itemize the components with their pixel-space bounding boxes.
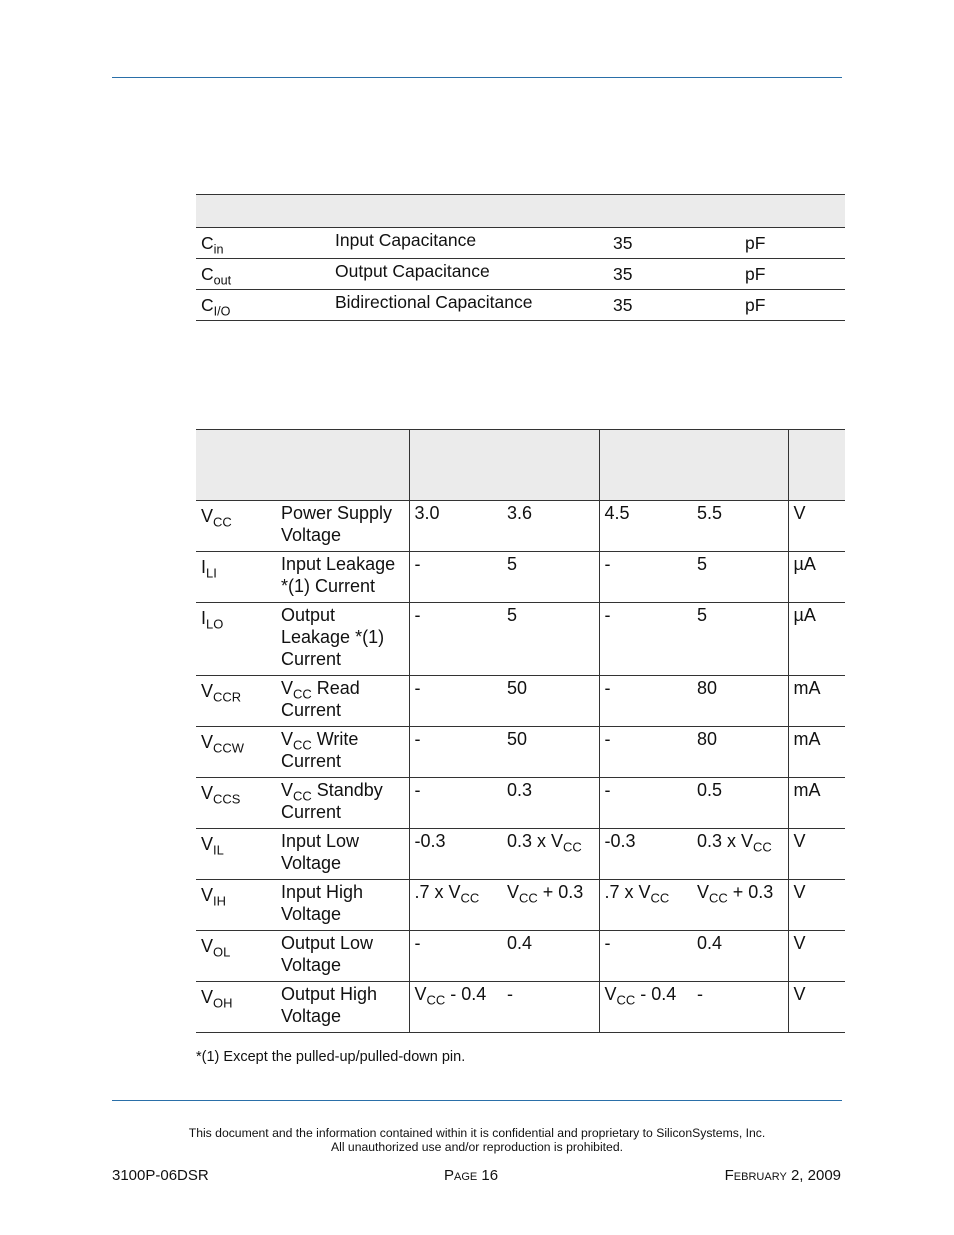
parameter-cell: Input Leakage *(1) Current <box>276 552 409 603</box>
symbol-cell: $C_{in}$ <box>196 228 330 259</box>
capacitance-table <box>196 194 845 321</box>
parameter-cell: Input Low Voltage <box>276 829 409 880</box>
description-cell: Input Capacitance <box>330 225 608 256</box>
unit-cell: pF <box>740 259 845 290</box>
unit-cell: V <box>788 880 845 931</box>
value-cell: 35 <box>608 228 740 259</box>
parameter-cell: Output Leakage *(1) Current <box>276 603 409 676</box>
document-date: February 2, 2009 <box>724 1167 841 1184</box>
symbol-cell: $C_{I/O}$ <box>196 290 330 321</box>
parameter-cell: $V_{CC}$ Write Current <box>276 727 409 778</box>
symbol-cell: $V_{CC}$ <box>196 501 276 552</box>
unit-cell: pF <box>740 290 845 321</box>
table-row <box>196 501 845 552</box>
max-3v-cell: 0.3 <box>502 778 599 829</box>
page-number: Page 16 <box>444 1167 499 1184</box>
min-3v-cell: - <box>409 727 502 778</box>
min-3v-cell: -0.3 <box>409 829 502 880</box>
symbol-cell: $I_{LO}$ <box>196 603 276 676</box>
table-row <box>196 727 845 778</box>
confidentiality-line: All unauthorized use and/or reproduction is prohibited. <box>330 1139 623 1154</box>
unit-cell: pF <box>740 228 845 259</box>
footnote: *(1) Except the pulled-up/pulled-down pin. <box>196 1049 466 1065</box>
description-cell: Bidirectional Capacitance <box>330 287 608 318</box>
max-3v-cell: 5 <box>502 552 599 603</box>
min-5v-cell: - <box>599 676 692 727</box>
symbol-cell: $C_{out}$ <box>196 259 330 290</box>
table-row <box>196 931 845 982</box>
value-cell: 35 <box>608 290 740 321</box>
unit-cell: mA <box>788 727 845 778</box>
table-row <box>196 676 845 727</box>
document-id: 3100P-06DSR <box>112 1167 209 1184</box>
symbol-cell: $V_{CCR}$ <box>196 676 276 727</box>
symbol-cell: $V_{CCS}$ <box>196 778 276 829</box>
parameter-cell: Output High Voltage <box>276 982 409 1033</box>
unit-cell: V <box>788 829 845 880</box>
parameter-cell: $V_{CC}$ Standby Current <box>276 778 409 829</box>
symbol-cell: $V_{CCW}$ <box>196 727 276 778</box>
max-3v-cell: $V_{CC} + 0.3$ <box>502 880 599 931</box>
min-3v-cell: - <box>409 931 502 982</box>
symbol-cell: $V_{OH}$ <box>196 982 276 1033</box>
min-3v-cell: - <box>409 603 502 676</box>
unit-cell: µA <box>788 552 845 603</box>
min-5v-cell: - <box>599 603 692 676</box>
capacitance-table-header <box>196 195 845 228</box>
symbol-cell: $V_{IL}$ <box>196 829 276 880</box>
max-5v-cell: 80 <box>692 676 788 727</box>
max-5v-cell: $V_{CC} + 0.3$ <box>692 880 788 931</box>
min-5v-cell: -0.3 <box>599 829 692 880</box>
parameter-cell: Power Supply Voltage <box>276 501 409 552</box>
max-3v-cell: 50 <box>502 676 599 727</box>
symbol-cell: $I_{LI}$ <box>196 552 276 603</box>
max-3v-cell: 0.3 x $V_{CC}$ <box>502 829 599 880</box>
unit-cell: mA <box>788 778 845 829</box>
max-5v-cell: 0.3 x $V_{CC}$ <box>692 829 788 880</box>
min-5v-cell: - <box>599 552 692 603</box>
max-5v-cell: 80 <box>692 727 788 778</box>
min-3v-cell: .7 x $V_{CC}$ <box>409 880 502 931</box>
confidentiality-line: This document and the information contained within it is confidential and proprietary to SiliconSystems, Inc. <box>188 1126 766 1140</box>
min-3v-cell: 3.0 <box>409 501 502 552</box>
min-3v-cell: - <box>409 778 502 829</box>
symbol-cell: $V_{OL}$ <box>196 931 276 982</box>
table-row <box>196 880 845 931</box>
table-row <box>196 603 845 676</box>
min-3v-cell: - <box>409 552 502 603</box>
min-3v-cell: - <box>409 676 502 727</box>
max-5v-cell: 5 <box>692 603 788 676</box>
parameter-cell: Output Low Voltage <box>276 931 409 982</box>
table-row <box>196 290 845 321</box>
unit-cell: V <box>788 501 845 552</box>
table-row <box>196 552 845 603</box>
unit-cell: V <box>788 931 845 982</box>
table-row <box>196 982 845 1033</box>
max-5v-cell: 5 <box>692 552 788 603</box>
max-3v-cell: - <box>502 982 599 1033</box>
max-3v-cell: 0.4 <box>502 931 599 982</box>
max-3v-cell: 50 <box>502 727 599 778</box>
min-5v-cell: - <box>599 727 692 778</box>
min-5v-cell: 4.5 <box>599 501 692 552</box>
footer-rule <box>112 1100 842 1101</box>
max-5v-cell: 5.5 <box>692 501 788 552</box>
table-row <box>196 228 845 259</box>
min-5v-cell: - <box>599 778 692 829</box>
min-5v-cell: - <box>599 931 692 982</box>
description-cell: Output Capacitance <box>330 256 608 287</box>
symbol-cell: $V_{IH}$ <box>196 880 276 931</box>
max-3v-cell: 3.6 <box>502 501 599 552</box>
value-cell: 35 <box>608 259 740 290</box>
max-5v-cell: 0.4 <box>692 931 788 982</box>
header-rule <box>112 77 842 78</box>
parameter-cell: $V_{CC}$ Read Current <box>276 676 409 727</box>
dc-characteristics-table <box>196 429 845 1033</box>
unit-cell: mA <box>788 676 845 727</box>
confidentiality-notice <box>0 1127 954 1154</box>
parameter-cell: Input High Voltage <box>276 880 409 931</box>
unit-cell: V <box>788 982 845 1033</box>
dc-table-header <box>196 430 845 501</box>
table-row <box>196 778 845 829</box>
min-5v-cell: .7 x $V_{CC}$ <box>599 880 692 931</box>
max-5v-cell: - <box>692 982 788 1033</box>
min-5v-cell: $V_{CC} - 0.4$ <box>599 982 692 1033</box>
unit-cell: µA <box>788 603 845 676</box>
table-row <box>196 259 845 290</box>
table-row <box>196 829 845 880</box>
min-3v-cell: $V_{CC} - 0.4$ <box>409 982 502 1033</box>
max-5v-cell: 0.5 <box>692 778 788 829</box>
max-3v-cell: 5 <box>502 603 599 676</box>
